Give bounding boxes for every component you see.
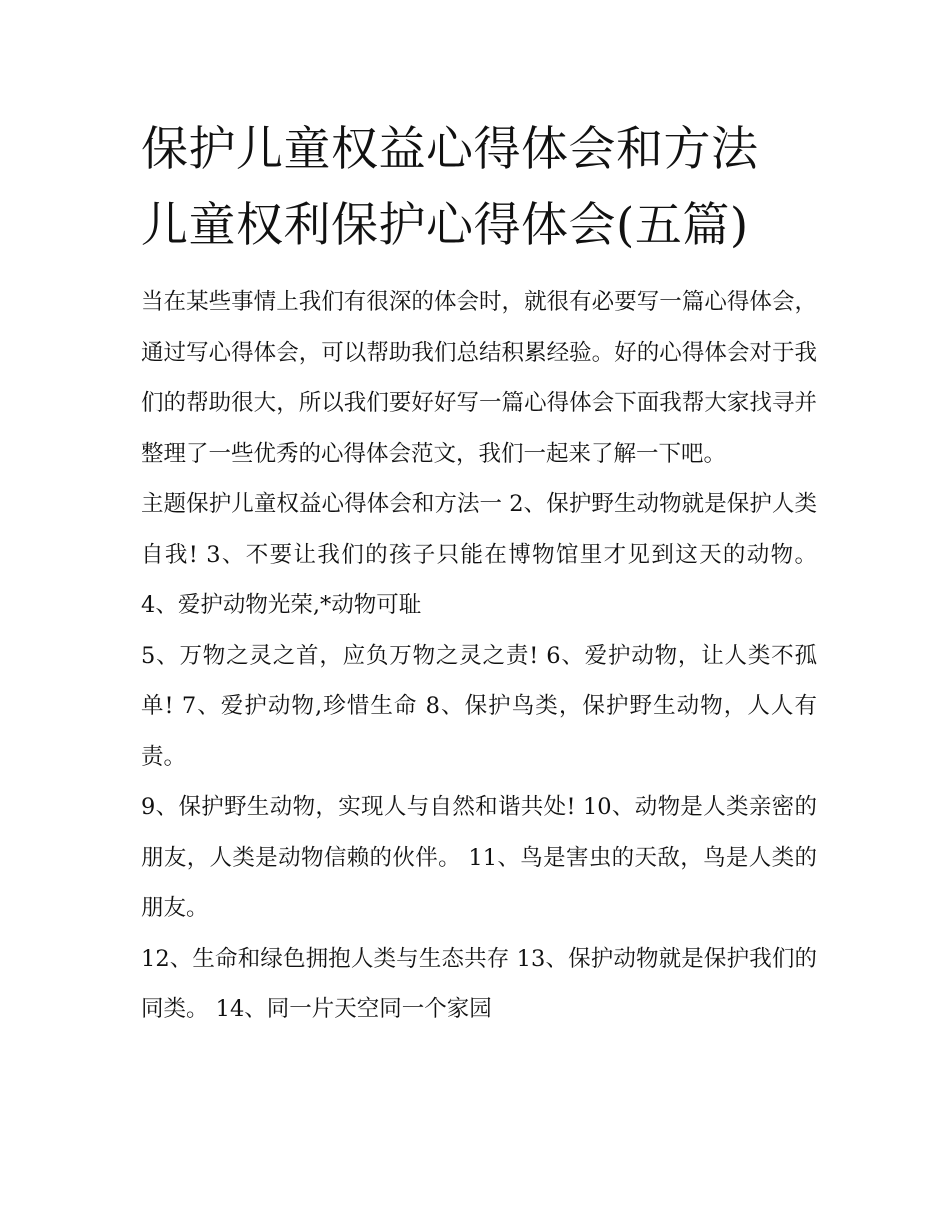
- slogan-paragraph-3: 9、保护野生动物，实现人与自然和谐共处! 10、动物是人类亲密的朋友，人类是动物信赖的伙伴。 11、鸟是害虫的天敌，鸟是人类的朋友。: [141, 794, 817, 921]
- document-title: [141, 112, 821, 264]
- slogan-paragraph-2: 5、万物之灵之首，应负万物之灵之责! 6、爱护动物，让人类不孤单! 7、爱护动物,珍惜生命 8、保护鸟类，保护野生动物，人人有责。: [141, 642, 817, 770]
- document-body: [141, 277, 817, 1035]
- title-line-2: 儿童权利保护心得体会(五篇): [141, 198, 749, 253]
- title-line-1: 保护儿童权益心得体会和方法: [141, 122, 759, 177]
- intro-paragraph: 当在某些事情上我们有很深的体会时，就很有必要写一篇心得体会，通过写心得体会，可以帮助我们总结积累经验。好的心得体会对于我们的帮助很大，所以我们要好好写一篇心得体会下面我帮大家找寻并整理了一些优秀的心得体会范文，我们一起来了解一下吧。: [141, 289, 817, 467]
- slogan-paragraph-4: 12、生命和绿色拥抱人类与生态共存 13、保护动物就是保护我们的同类。 14、同一片天空同一个家园: [141, 945, 817, 1022]
- slogan-paragraph-1: 主题保护儿童权益心得体会和方法一 2、保护野生动物就是保护人类自我! 3、不要让我们的孩子只能在博物馆里才见到这天的动物。 4、爱护动物光荣,*动物可耻: [141, 491, 817, 618]
